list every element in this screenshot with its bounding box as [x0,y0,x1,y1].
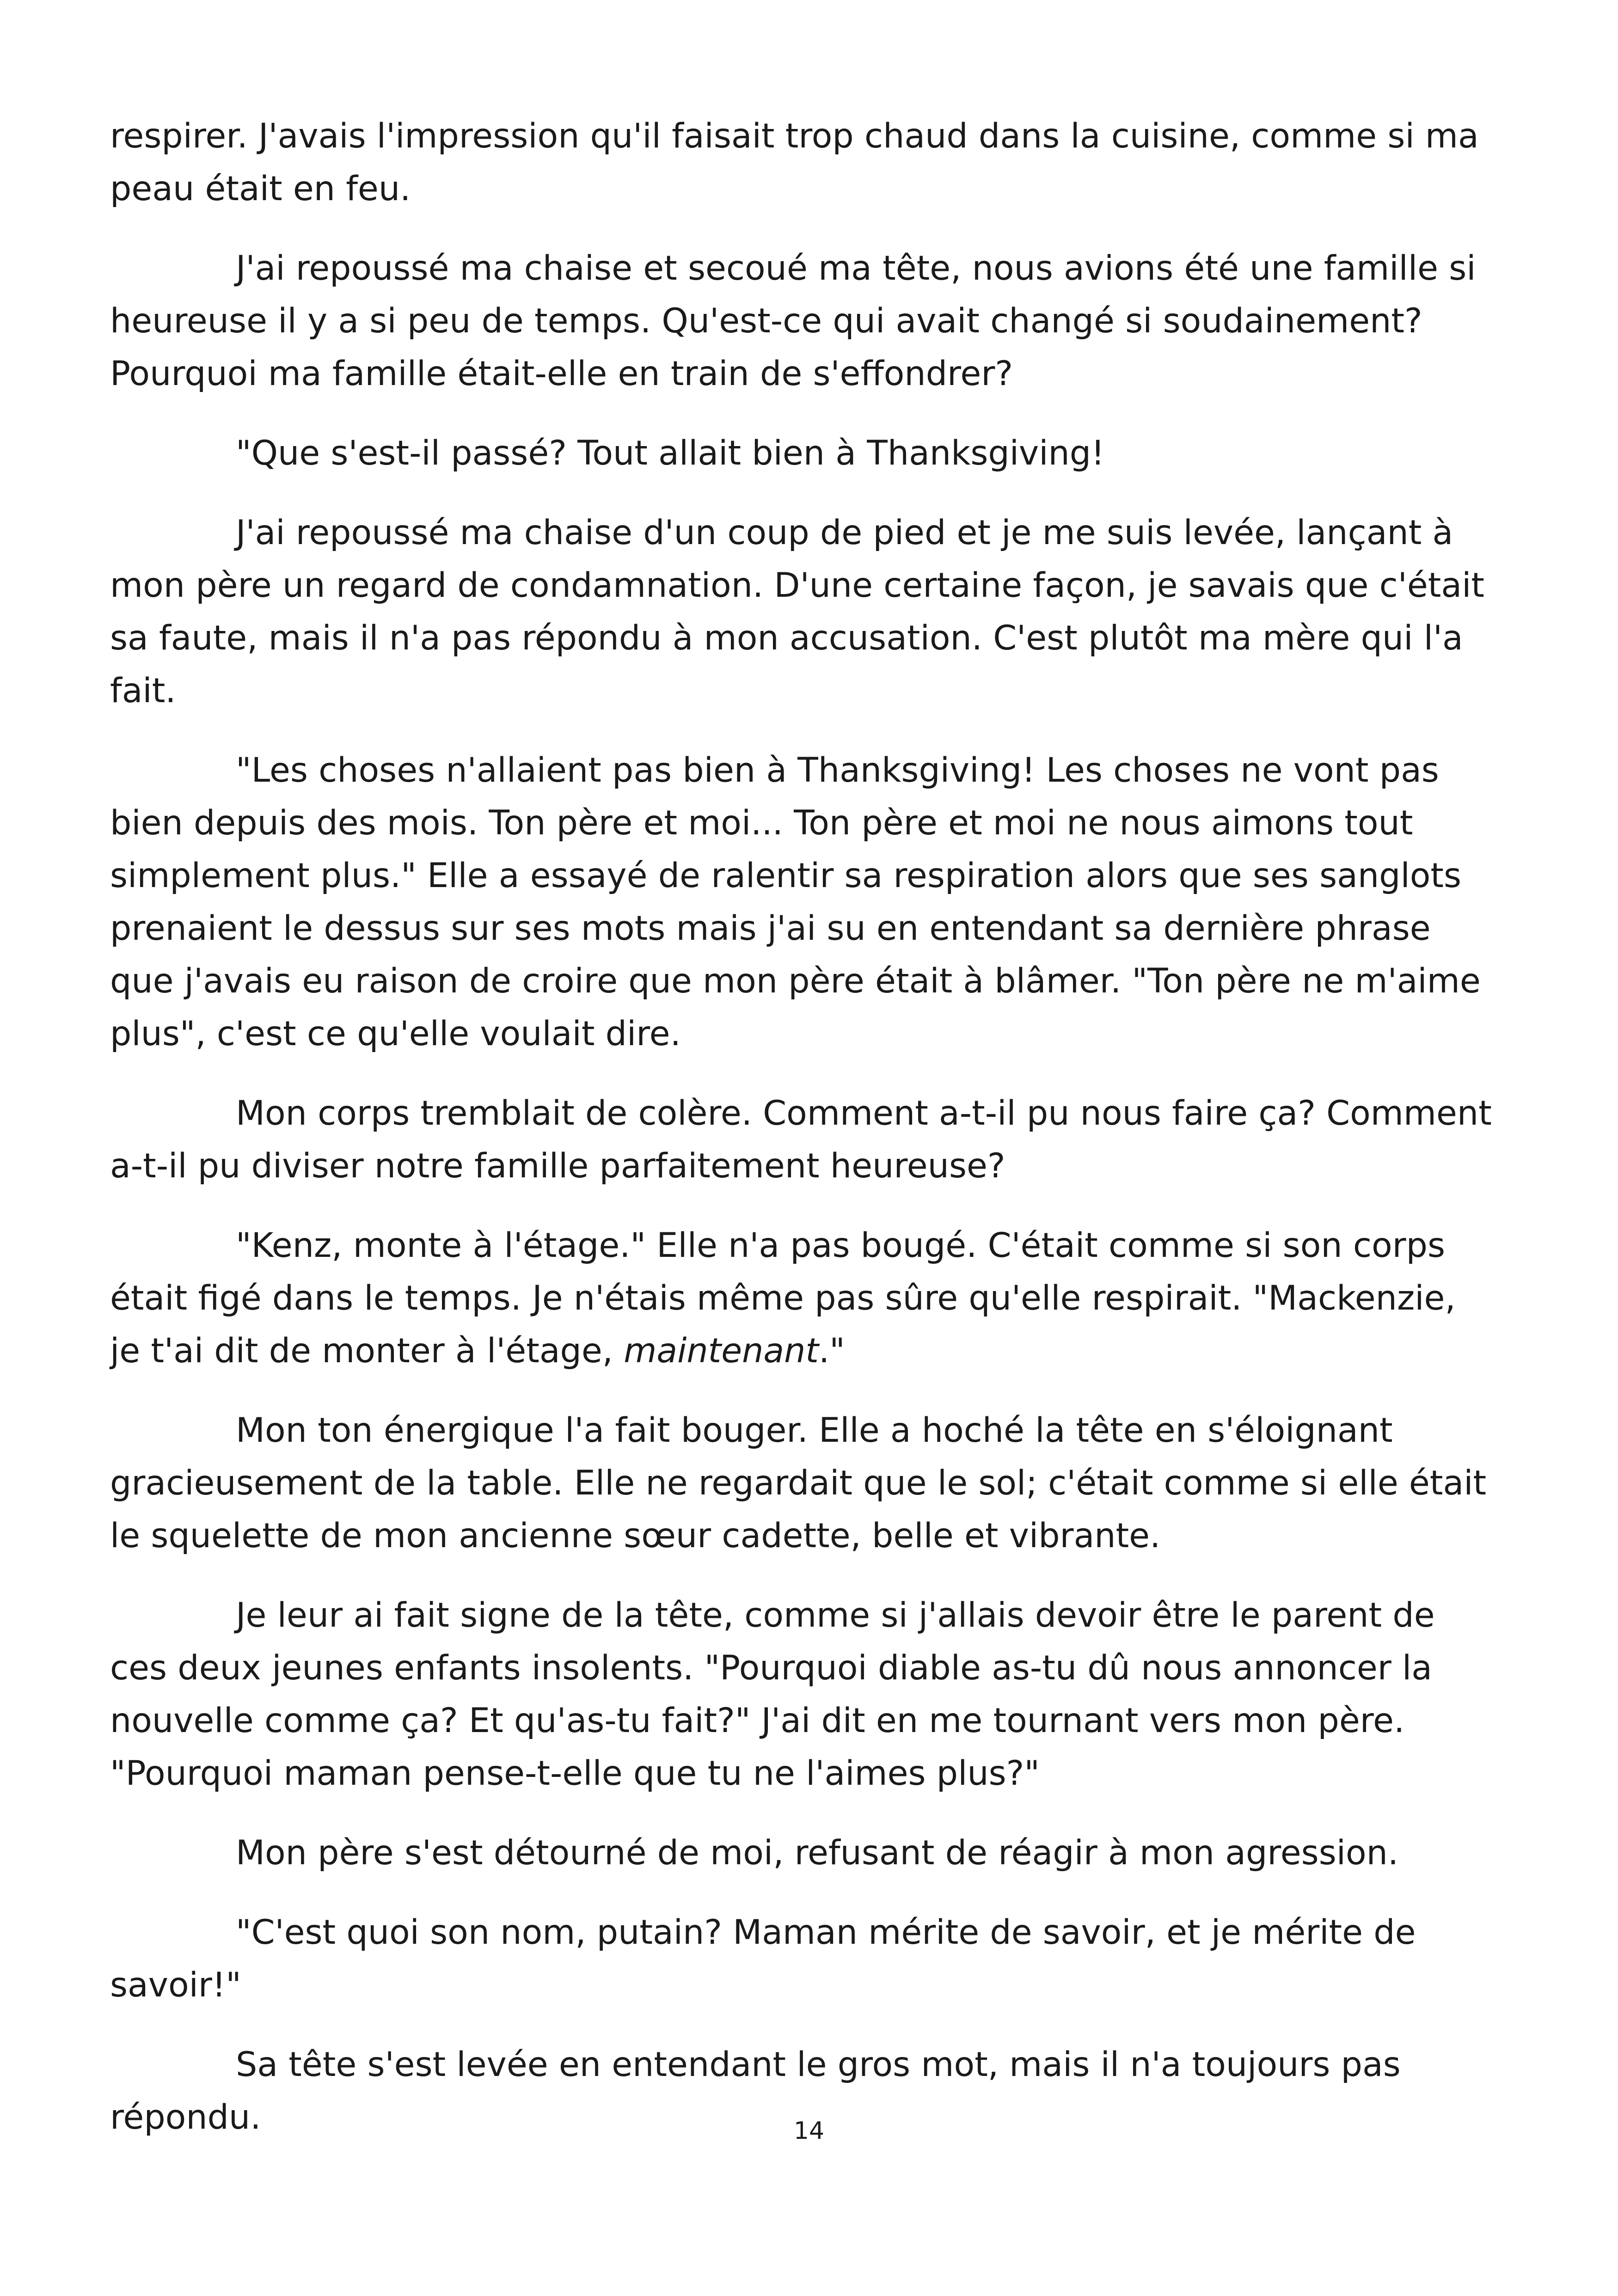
paragraph-text: Je leur ai fait signe de la tête, comme si j'allais devoir être le parent de ces deux jeunes enfants insolents. "Pourquoi diable as-tu dû nous annoncer la nouvelle comme ça? Et qu'as-tu fait?" J'ai dit en me tournant vers mon père. "Pourquoi maman pense-t-elle que tu ne l'aimes plus?" [110,1596,1435,1793]
paragraph [110,507,1492,717]
paragraph [110,1087,1492,1193]
paragraph-text: Sa tête s'est levée en entendant le gros mot, mais il n'a toujours pas répondu. [110,2045,1401,2137]
paragraph [110,1589,1492,1800]
paragraph-text: J'ai repoussé ma chaise d'un coup de pied et je me suis levée, lançant à mon père un regard de condamnation. D'une certaine façon, je savais que c'était sa faute, mais il n'a pas répondu à mon accusation. C'est plutôt ma mère qui l'a fait. [110,513,1485,710]
page-body [110,110,1492,2171]
paragraph [110,242,1492,400]
paragraph-text: "Les choses n'allaient pas bien à Thanksgiving! Les choses ne vont pas bien depuis des mois. Ton père et moi... Ton père et moi ne nous aimons tout simplement plus." Elle a essayé de ralentir sa respiration alors que ses sanglots prenaient le dessus sur ses mots mais j'ai su en entendant sa dernière phrase que j'avais eu raison de croire que mon père était à blâmer. "Ton père ne m'aime plus", c'est ce qu'elle voulait dire. [110,751,1481,1053]
paragraph-text: respirer. J'avais l'impression qu'il faisait trop chaud dans la cuisine, comme si ma peau était en feu. [110,116,1479,208]
paragraph [110,1404,1492,1562]
paragraph-text: Mon père s'est détourné de moi, refusant de réagir à mon agression. [236,1833,1399,1873]
paragraph-text: "Que s'est-il passé? Tout allait bien à Thanksgiving! [236,434,1105,473]
page-number: 14 [793,2117,825,2145]
paragraph [110,1906,1492,2012]
paragraph-text: Mon corps tremblait de colère. Comment a-t-il pu nous faire ça? Comment a-t-il pu diviser notre famille parfaitement heureuse? [110,1094,1492,1186]
paragraph [110,744,1492,1060]
emphasis-text: maintenant [624,1331,819,1371]
paragraph [110,1219,1492,1378]
paragraph-text: Mon ton énergique l'a fait bouger. Elle a hoché la tête en s'éloignant gracieusement de la table. Elle ne regardait que le sol; c'était comme si elle était le squelette de mon ancienne sœur cadette, belle et vibrante. [110,1411,1487,1555]
paragraph [110,110,1492,215]
paragraph-text: "C'est quoi son nom, putain? Maman mérite de savoir, et je mérite de savoir!" [110,1913,1416,2005]
paragraph-text: ." [819,1331,845,1371]
paragraph-text: "Kenz, monte à l'étage." Elle n'a pas bougé. C'était comme si son corps était figé dans le temps. Je n'étais même pas sûre qu'elle respirait. "Mackenzie, je t'ai dit de monter à l'étage, [110,1226,1456,1371]
paragraph-text: J'ai repoussé ma chaise et secoué ma tête, nous avions été une famille si heureuse il y a si peu de temps. Qu'est-ce qui avait changé si soudainement? Pourquoi ma famille était-elle en train de s'effondrer? [110,249,1476,393]
paragraph [110,1827,1492,1880]
paragraph [110,427,1492,480]
